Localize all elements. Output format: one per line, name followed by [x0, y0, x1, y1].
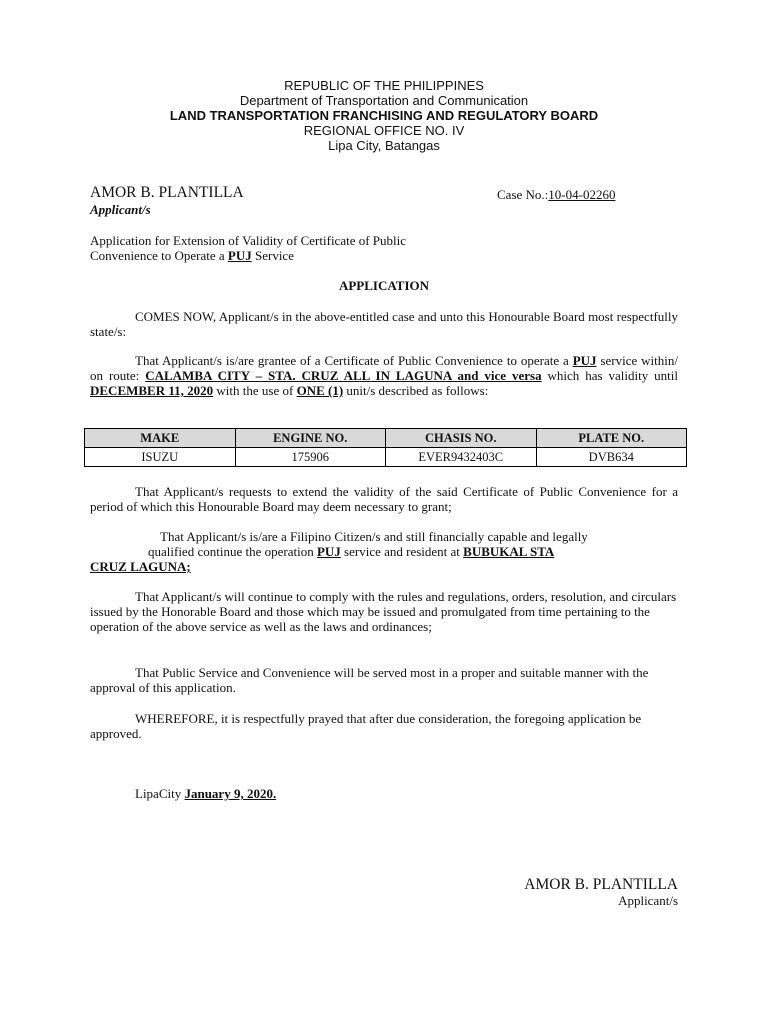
- subject-service: PUJ: [227, 248, 252, 263]
- table-header-engine: ENGINE NO.: [235, 429, 386, 448]
- p2-validity-date: DECEMBER 11, 2020: [90, 383, 214, 398]
- header-department: Department of Transportation and Communication: [239, 93, 529, 108]
- table-cell-plate: DVB634: [536, 448, 687, 467]
- case-number: 10-04-02260: [548, 187, 616, 202]
- case-number-line: [497, 187, 615, 202]
- units-table: [84, 428, 687, 467]
- p4-service: PUJ: [316, 544, 341, 559]
- signature-role: Applicant/s: [618, 893, 678, 908]
- dateline-date: January 9, 2020.: [184, 786, 277, 801]
- subject-line-1: Application for Extension of Validity of Certificate of Public: [90, 233, 407, 248]
- table-row: [85, 448, 687, 467]
- paragraph-grantee: [90, 353, 678, 398]
- paragraph-compliance: That Applicant/s will continue to comply with the rules and regulations, orders, resolution, and circulars issued by the Honorable Board and those which may be issued and promulgated from time pertaining to the operation of the above service as well as the laws and ordinances;: [90, 589, 677, 634]
- table-header-chasis: CHASIS NO.: [386, 429, 537, 448]
- subject-line-2: [90, 248, 294, 263]
- table-cell-make: ISUZU: [85, 448, 236, 467]
- header-republic: REPUBLIC OF THE PHILIPPINES: [284, 78, 484, 93]
- paragraph-public-service: That Public Service and Convenience will be served most in a proper and suitable manner with the approval of this application.: [90, 665, 649, 695]
- applicant-name: AMOR B. PLANTILLA: [90, 184, 244, 201]
- p2-text-b: service within/ on route:: [90, 353, 678, 383]
- paragraph-comes-now: COMES NOW, Applicant/s in the above-entitled case and unto this Honourable Board most respectfully state/s:: [90, 309, 678, 339]
- signature-name: AMOR B. PLANTILLA: [524, 876, 678, 893]
- paragraph-citizen-line-2: [148, 544, 554, 559]
- dateline-place: LipaCity: [135, 786, 185, 801]
- header-board: LAND TRANSPORTATION FRANCHISING AND REGULATORY BOARD: [169, 108, 599, 123]
- table-header-plate: PLATE NO.: [536, 429, 687, 448]
- document-title: APPLICATION: [338, 278, 430, 293]
- paragraph-extension-request: That Applicant/s requests to extend the validity of the said Certificate of Public Convenience for a period of which this Honourable Board may deem necessary to grant;: [90, 484, 678, 514]
- paragraph-wherefore: WHEREFORE, it is respectfully prayed that after due consideration, the foregoing application be approved.: [90, 711, 642, 741]
- p2-text-d: with the use of: [213, 383, 297, 398]
- p2-service: PUJ: [572, 353, 597, 368]
- p2-text-a: That Applicant/s is/are grantee of a Certificate of Public Convenience to operate a: [135, 353, 573, 368]
- paragraph-citizen-line-1: That Applicant/s is/are a Filipino Citizen/s and still financially capable and legally: [160, 529, 588, 544]
- applicant-role: Applicant/s: [90, 202, 151, 217]
- table-cell-chasis: EVER9432403C: [386, 448, 537, 467]
- p2-unit-count: ONE (1): [296, 383, 344, 398]
- p4-address-2: CRUZ LAGUNA;: [90, 559, 191, 574]
- p4-text-a: qualified continue the operation: [148, 544, 317, 559]
- p2-text-e: unit/s described as follows:: [343, 383, 489, 398]
- subject-text: Convenience to Operate a: [90, 248, 228, 263]
- p4-text-b: service and resident at: [340, 544, 464, 559]
- header-office: REGIONAL OFFICE NO. IV: [303, 123, 465, 138]
- p2-text-c: which has validity until: [541, 368, 679, 383]
- subject-text-end: Service: [251, 248, 294, 263]
- case-label: Case No.:: [497, 187, 549, 202]
- dateline: [135, 786, 276, 801]
- header-city: Lipa City, Batangas: [328, 138, 440, 153]
- table-header-row: [85, 429, 687, 448]
- table-header-make: MAKE: [85, 429, 236, 448]
- p4-address-1: BUBUKAL STA: [463, 544, 555, 559]
- table-cell-engine: 175906: [235, 448, 386, 467]
- p2-route: CALAMBA CITY – STA. CRUZ ALL IN LAGUNA and vice versa: [145, 368, 542, 383]
